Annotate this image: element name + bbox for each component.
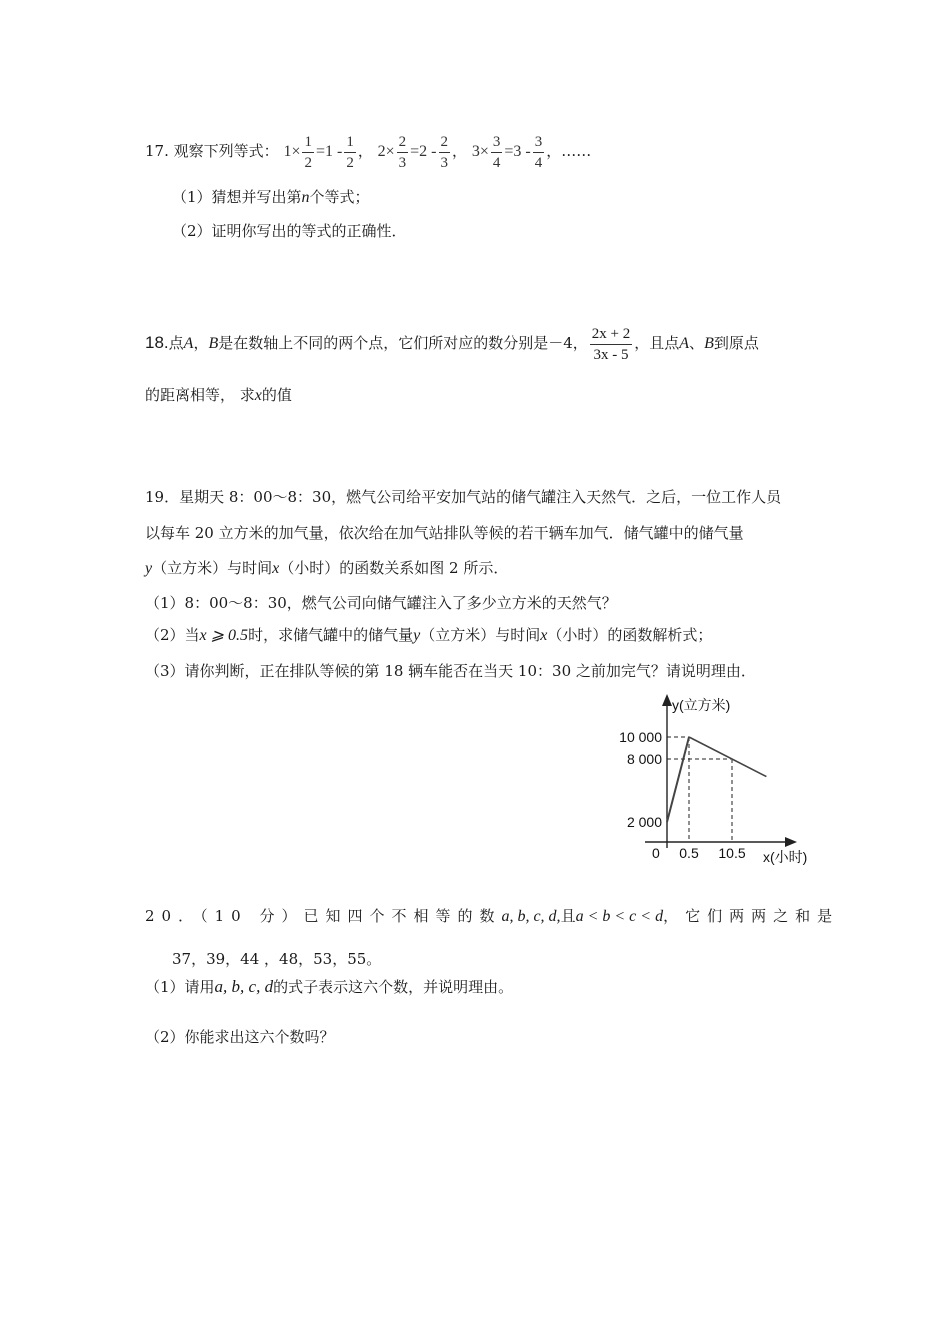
x-tick-label: 10.5 [718,845,746,861]
q17-part1: （1）猜想并写出第n个等式； [172,188,370,206]
q20-part2: （2）你能求出这六个数吗？ [145,1028,335,1046]
q17-number: 17. [145,142,169,160]
y-tick-label: 2 000 [626,814,662,830]
q17-eq1: 1× $\frac{1}{2}$ =1 - $\frac{1}{2}$ [283,133,354,171]
y-axis-label: y(立方米) [672,697,731,713]
x-tick-label: 0.5 [679,845,699,861]
q19-part2: （2）当x ⩾ 0.5时，求储气罐中的储气量y（立方米）与时间x（小时）的函数解析式； [145,626,713,644]
q19-part3: （3）请你判断，正在排队等候的第 18 辆车能否在当天 10：30 之前加完气？请说明理由． [145,662,756,680]
q17-line: 17. 观察下列等式： 1× $\frac{1}{2}$ =1 - $\frac{1}{2}$ ， 2× $\frac{2}{3}$ =2 - $\frac{2}{3}$ ， 3× $\frac{3}{4}$ =3 - $\frac{3}{4}$ ，…… [145,133,592,171]
origin-label: 0 [652,845,660,861]
series-segment-rise [667,737,689,822]
x-axis-label: x(小时) [763,849,808,865]
q18-line2: 的距离相等， 求x的值 [145,386,292,404]
q20-line1: 20．（10 分）已知四个不相等的数a, b, c, d,且a < b < c < d，它们两两之和是 [145,907,840,925]
x-axis-arrow [785,837,797,847]
q17-ellipsis: ，…… [546,142,592,160]
q19-function-graph [605,690,825,875]
y-tick-label: 8 000 [626,751,662,767]
q17-part2: （2）证明你写出的等式的正确性． [172,222,407,240]
q18-number: 18. [145,333,169,352]
q19-line2: 以每车 20 立方米的加气量，依次给在加气站排队等候的若干辆车加气．储气罐中的储气量 [145,524,744,542]
q19-line3: y（立方米）与时间x（小时）的函数关系如图 2 所示． [145,559,509,577]
q17-eq3: 3× $\frac{3}{4}$ =3 - $\frac{3}{4}$ [471,133,543,171]
q19-line1: 19．星期天 8：00～8：30，燃气公司给平安加气站的储气罐注入天然气．之后，一位工作人员 [145,488,782,506]
y-tick-label: 10 000 [619,729,662,745]
y-axis-arrow [662,694,672,706]
series-segment-decline [689,737,766,777]
q19-part1: （1）8：00～8：30，燃气公司向储气罐注入了多少立方米的天然气？ [145,594,617,612]
q20-sums: 37，39，44 ，48，53，55。 [172,950,382,968]
q18-line1: 18.点A，B是在数轴上不同的两个点，它们所对应的数分别是－4， $\frac{2x + 2}{3x - 5}$ ，且点A、B到原点 [145,325,759,363]
q17-intro: 观察下列等式： [173,142,279,160]
q20-part1: （1）请用a, b, c, d的式子表示这六个数，并说明理由。 [145,977,514,996]
q18-fraction: $\frac{2x + 2}{3x - 5}$ [591,325,631,363]
q17-eq2: 2× $\frac{2}{3}$ =2 - $\frac{2}{3}$ [377,133,449,171]
